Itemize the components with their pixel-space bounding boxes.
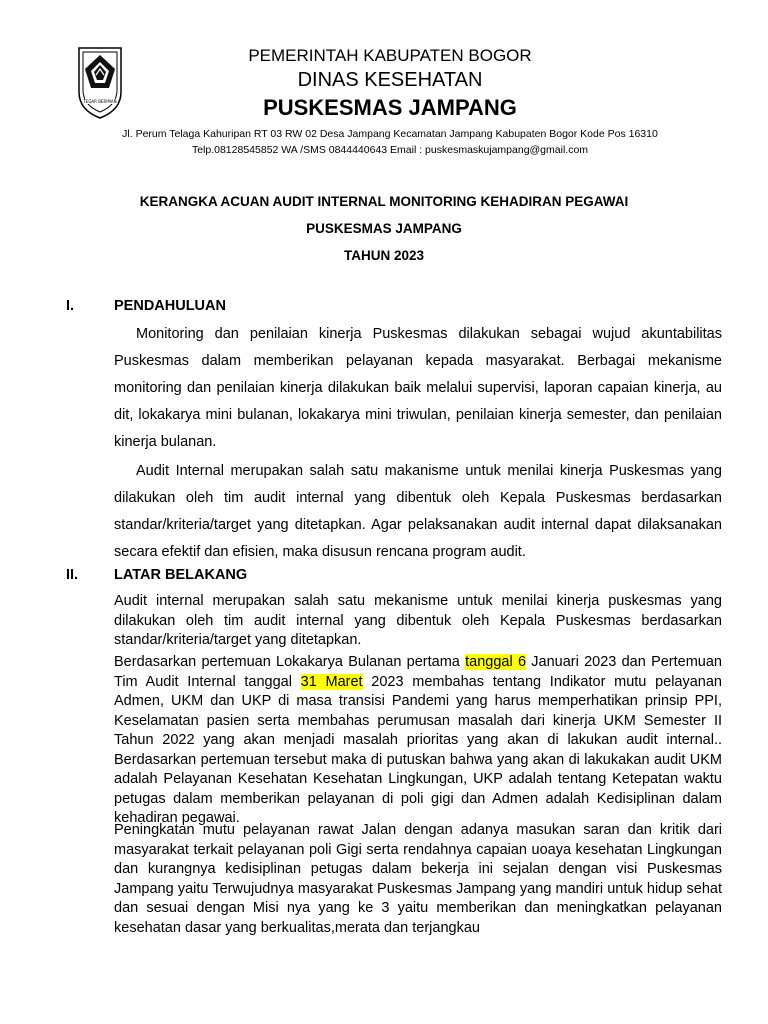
paragraph-text: Januari 2023 dan Pertemuan Tim Audit Internal tanggal — [114, 654, 722, 690]
highlighted-date-2: 31 Maret — [300, 673, 363, 690]
document-subtitle: PUSKESMAS JAMPANG — [306, 221, 462, 236]
section-1-number: I. — [66, 298, 75, 314]
section-2-paragraph-1: Audit internal merupakan salah satu mekanisme untuk menilai kinerja puskesmas yang dilakukan oleh tim audit internal yang dibentuk oleh Kepala Puskesmas berdasarkan standar/kriteria/target yang ditetapkan. — [114, 593, 722, 648]
document-title: KERANGKA ACUAN AUDIT INTERNAL MONITORING KEHADIRAN PEGAWAI — [139, 194, 629, 209]
header-institution: PUSKESMAS JAMPANG — [263, 95, 517, 120]
highlighted-date-1: tanggal 6 — [465, 654, 527, 670]
section-1-paragraph-2: Audit Internal merupakan salah satu makanisme untuk menilai kinerja Puskesmas yang dilakukan oleh tim audit internal yang dibentuk oleh Kepala Puskesmas berdasarkan standar/kriteria/target yang ditetapkan. Agar pelaksanakan audit internal dapat dilaksanakan secara efektif dan efisien, maka disusun rencana program audit. — [114, 463, 722, 560]
header-government: PEMERINTAH KABUPATEN BOGOR — [248, 46, 532, 65]
section-2-number: II. — [66, 567, 79, 583]
header-contact: Telp.08128545852 WA /SMS 0844440643 Email : puskesmaskujampang@gmail.com — [191, 144, 589, 156]
logo-motto: TEGAR BERIMAN — [83, 99, 117, 104]
paragraph-text: 2023 membahas tentang Indikator mutu pelayanan Admen, UKM dan UKP di masa transisi Pandemi yang harus memperhatikan prinsip PPI, Keselamatan pasien serta membahas perumusan masalah dari kinerja UKM Semester II Tahun 2022 yang akan menjadi masalah prioritas yang akan di lakukan audit internal.. Berdasarkan pertemuan tersebut maka di putuskan bahwa yang akan di lakukakan audit UKM adalah Pelayanan Kesehatan Kesehatan Lingkungan, UKP adalah tentang Ketepatan waktu petugas dalam memberikan pelayanan di poli gigi dan Admen adalah Kedisiplinan dalam kehadiran pegawai. — [114, 673, 722, 826]
header-address: Jl. Perum Telaga Kahuripan RT 03 RW 02 Desa Jampang Kecamatan Jampang Kabupaten Bogor Kode Pos 16310 — [122, 128, 658, 140]
header-department: DINAS KESEHATAN — [297, 69, 483, 91]
section-1-paragraph-1: Monitoring dan penilaian kinerja Puskesmas dilakukan sebagai wujud akuntabilitas Puskesmas dalam memberikan pelayanan kepada masyarakat. Berbagai mekanisme monitoring dan penilaian kinerja dilakukan baik melalui supervisi, laporan capaian kinerja, au dit, lokakarya mini bulanan, lokakarya mini triwulan, penilaian kinerja semester, dan penilaian kinerja bulanan. — [114, 326, 722, 450]
section-2-paragraph-2 — [114, 653, 722, 829]
paragraph-text: Berdasarkan pertemuan Lokakarya Bulanan pertama — [114, 654, 466, 670]
section-1-heading: PENDAHULUAN — [114, 298, 226, 314]
section-2-heading: LATAR BELAKANG — [114, 567, 248, 583]
section-2-paragraph-3: Peningkatan mutu pelayanan rawat Jalan dengan adanya masukan saran dan kritik dari masyarakat terkait pelayanan poli Gigi serta rendahnya capaian uoaya kesehatan Lingkungan dan kurangnya kedisiplinan petugas dalam bekerja ini sejalan dengan visi Puskesmas Jampang yaitu Terwujudnya masyarakat Puskesmas Jampang yang mandiri untuk hidup sehat dan sesuai dengan Misi nya yang ke 3 yaitu memberikan dan meningkatkan pelayanan kesehatan dasar yang berkualitas,merata dan terjangkau — [114, 822, 722, 936]
document-year: TAHUN 2023 — [343, 248, 425, 263]
